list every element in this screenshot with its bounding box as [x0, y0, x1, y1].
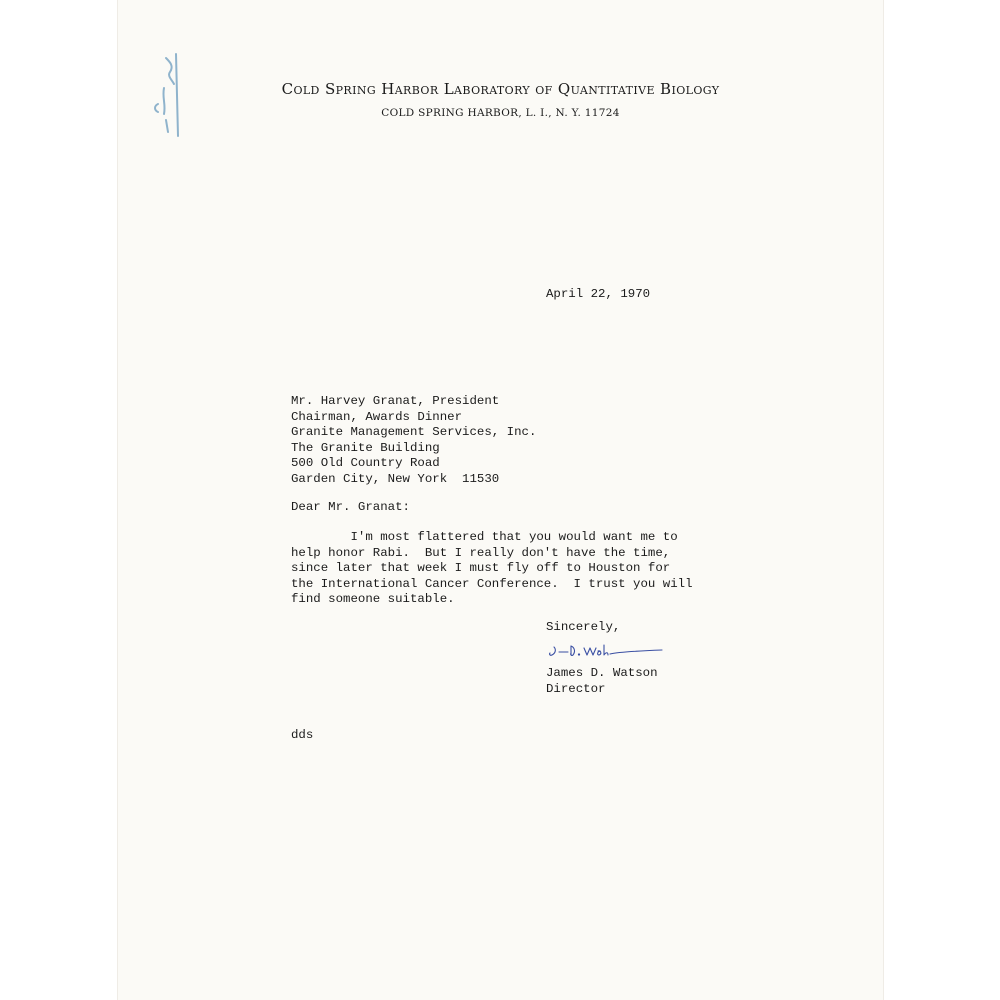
signatory-block [546, 666, 658, 697]
signatory-title: Director [546, 681, 606, 696]
recipient-line: 500 Old Country Road [291, 456, 440, 471]
closing: Sincerely, [546, 620, 621, 634]
typist-initials: dds [291, 728, 314, 742]
salutation: Dear Mr. Granat: [291, 500, 410, 514]
body-line: help honor Rabi. But I really don't have the time, [291, 545, 671, 560]
margin-pencil-note [140, 40, 184, 150]
recipient-line: The Granite Building [291, 440, 440, 455]
body-line: find someone suitable. [291, 592, 455, 607]
letterhead-title: Cold Spring Harbor Laboratory of Quantitative Biology [281, 80, 720, 98]
letterhead-address: COLD SPRING HARBOR, L. I., N. Y. 11724 [381, 107, 620, 119]
recipient-line: Mr. Harvey Granat, President [291, 394, 500, 408]
recipient-line: Chairman, Awards Dinner [291, 409, 463, 424]
handwritten-signature [546, 640, 666, 662]
recipient-line: Garden City, New York 11530 [291, 471, 500, 486]
signatory-name: James D. Watson [546, 666, 658, 680]
body-line: the International Cancer Conference. I trust you will [291, 576, 693, 591]
body-line: since later that week I must fly off to Houston for [291, 561, 671, 576]
letter-body [291, 530, 693, 608]
body-line: I'm most flattered that you would want me to [291, 530, 678, 544]
recipient-address [291, 394, 536, 488]
letter-page [118, 0, 883, 1000]
letter-date: April 22, 1970 [546, 287, 651, 301]
recipient-line: Granite Management Services, Inc. [291, 425, 537, 440]
